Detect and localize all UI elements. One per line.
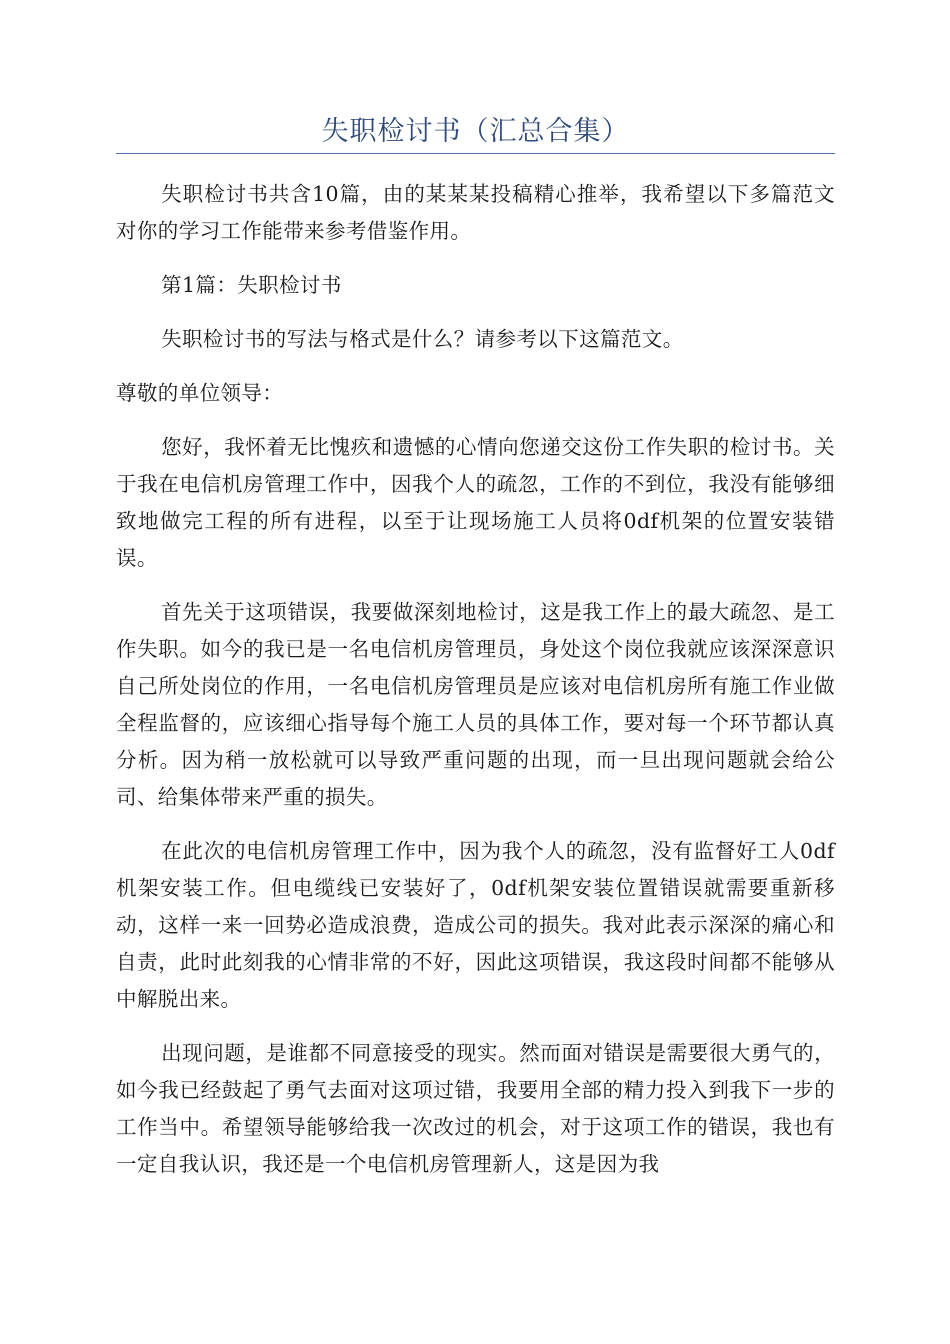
document-body <box>116 176 835 1183</box>
salutation: 尊敬的单位领导： <box>116 381 284 405</box>
body-paragraph-1: 您好，我怀着无比愧疚和遗憾的心情向您递交这份工作失职的检讨书。关于我在电信机房管理工作中，因我个人的疏忽，工作的不到位，我没有能够细致地做完工程的所有进程，以至于让现场施工人员将0df机架的位置安装错误。 <box>116 435 835 570</box>
title-underline <box>116 153 835 154</box>
document-title: 失职检讨书（汇总合集） <box>321 116 630 147</box>
body-paragraph-2: 首先关于这项错误，我要做深刻地检讨，这是我工作上的最大疏忽、是工作失职。如今的我已是一名电信机房管理员，身处这个岗位我就应该深深意识自己所处岗位的作用，一名电信机房管理员是应该对电信机房所有施工作业做全程监督的，应该细心指导每个施工人员的具体工作，要对每一个环节都认真分析。因为稍一放松就可以导致严重问题的出现，而一旦出现问题就会给公司、给集体带来严重的损失。 <box>116 600 835 809</box>
intro-paragraph: 失职检讨书共含10篇，由的某某某投稿精心推举，我希望以下多篇范文对你的学习工作能带来参考借鉴作用。 <box>116 182 835 243</box>
section-heading: 第1篇：失职检讨书 <box>161 273 342 297</box>
body-paragraph-3: 在此次的电信机房管理工作中，因为我个人的疏忽，没有监督好工人0df机架安装工作。但电缆线已安装好了，0df机架安装位置错误就需要重新移动，这样一来一回势必造成浪费，造成公司的损失。我对此表示深深的痛心和自责，此时此刻我的心情非常的不好，因此这项错误，我这段时间都不能够从中解脱出来。 <box>116 839 835 1011</box>
section-intro: 失职检讨书的写法与格式是什么？请参考以下这篇范文。 <box>161 327 684 351</box>
body-paragraph-4: 出现问题，是谁都不同意接受的现实。然而面对错误是需要很大勇气的，如今我已经鼓起了勇气去面对这项过错，我要用全部的精力投入到我下一步的工作当中。希望领导能够给我一次改过的机会，对于这项工作的错误，我也有一定自我认识，我还是一个电信机房管理新人，这是因为我 <box>116 1041 835 1176</box>
